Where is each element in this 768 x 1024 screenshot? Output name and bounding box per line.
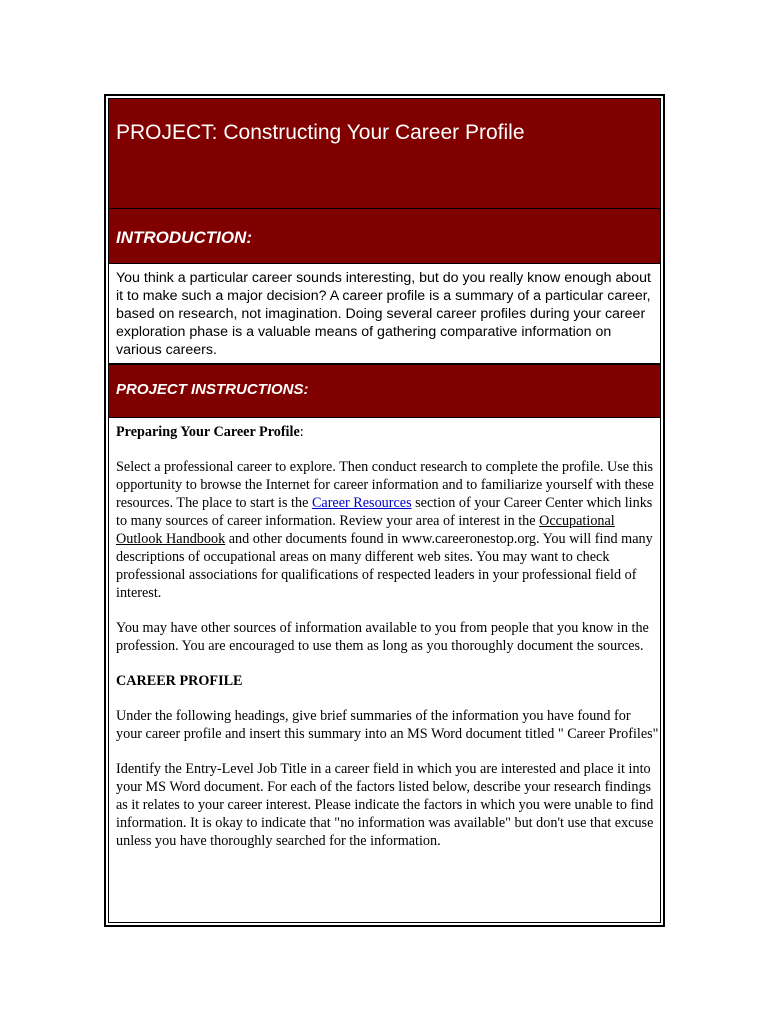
- paragraph-research: [116, 458, 660, 602]
- introduction-heading: INTRODUCTION:: [116, 228, 252, 247]
- paragraph-research-part-b: section of your Career Center which links to many sources of career information. Review your area of interest in the: [116, 495, 653, 529]
- instructions-band: [109, 363, 660, 418]
- document-inner-border: [108, 98, 661, 923]
- paragraph-headings: Under the following headings, give brief summaries of the information you have found for your career profile and insert this summary into an MS Word document titled " Career Profiles": [116, 708, 659, 742]
- paragraph-research-part-a: Select a professional career to explore. Then conduct research to complete the profile. Use this opportunity to browse the Internet for career information and to familiarize yourself with these resources. The place to start is the: [116, 459, 654, 511]
- preparing-label: Preparing Your Career Profile: [116, 424, 300, 440]
- paragraph-other-sources: You may have other sources of information available to you from people that you know in the profession. You are encouraged to use them as long as you thoroughly document the sources.: [116, 620, 649, 654]
- preparing-colon: :: [299, 424, 304, 440]
- career-profile-heading-line: [116, 672, 660, 690]
- introduction-text: You think a particular career sounds interesting, but do you really know enough about it to make such a major decision? A career profile is a summary of a particular career, based on research, not imagination. Doing several career profiles during your career exploration phase is a valuable means of gathering comparative information on various careers.: [116, 270, 652, 358]
- title-band: [109, 99, 660, 209]
- document-frame: [104, 94, 665, 927]
- instructions-heading: PROJECT INSTRUCTIONS:: [116, 381, 309, 398]
- occupational-outlook-handbook-link[interactable]: Occupational Outlook Handbook: [116, 513, 615, 547]
- career-profile-heading: CAREER PROFILE: [116, 673, 243, 689]
- paragraph-entry-level: Identify the Entry-Level Job Title in a career field in which you are interested and place it into your MS Word document. For each of the factors listed below, describe your research findings as it relates to your career interest. Please indicate the factors in which you were unable to find information. It is okay to indicate that "no information was available" but don't use that excuse unless you have thoroughly searched for the information.: [116, 761, 654, 849]
- introduction-band: [109, 209, 660, 264]
- career-resources-link[interactable]: Career Resources: [311, 495, 412, 511]
- paragraph-research-part-c: and other documents found in www.careeronestop.org. You will find many descriptions of occupational areas on many different web sites. You may want to check professional associations for qualifications of respected leaders in your professional field of interest.: [116, 531, 653, 601]
- instructions-body: [116, 423, 660, 867]
- page-title: PROJECT: Constructing Your Career Profile: [116, 121, 525, 144]
- preparing-line: [116, 423, 660, 441]
